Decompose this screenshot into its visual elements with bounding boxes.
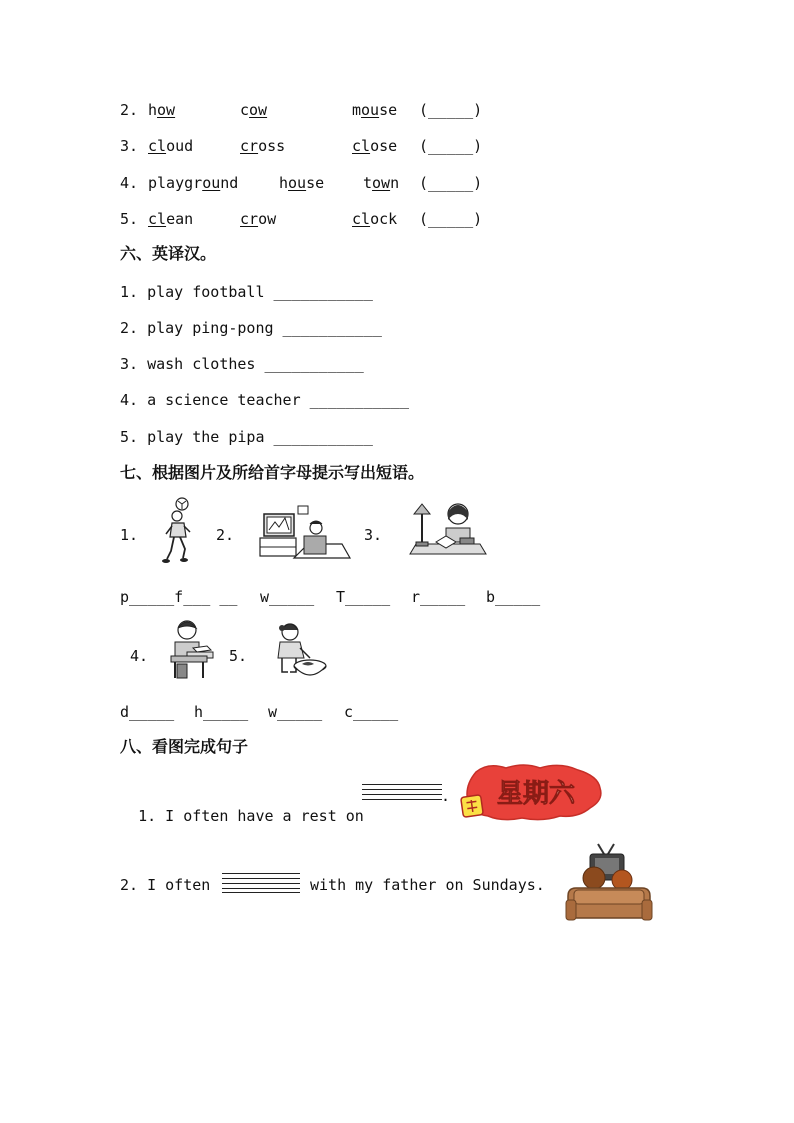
pron-row-number: 5. bbox=[120, 210, 139, 228]
boy-homework-icon bbox=[163, 618, 215, 680]
pron-word bbox=[363, 173, 399, 193]
soccer-player-icon bbox=[160, 496, 196, 568]
picture-num-4: 4. bbox=[130, 647, 149, 665]
pron-word-underlined: cl bbox=[352, 210, 371, 228]
picture-num-2: 2. bbox=[216, 526, 235, 544]
pron-word-underlined: ow bbox=[249, 101, 268, 119]
pron-row-number: 3. bbox=[120, 137, 139, 155]
section-6-title: 六、英译汉。 bbox=[120, 244, 217, 263]
family-watching-tv-icon bbox=[564, 842, 654, 924]
saturday-stamp-text: 星期六 bbox=[496, 779, 576, 809]
pron-word bbox=[352, 136, 397, 156]
pron-word-underlined: ow bbox=[372, 174, 391, 192]
pron-word-underlined: ou bbox=[202, 174, 221, 192]
pron-row-number: 2. bbox=[120, 101, 139, 119]
translate-item-2: 2. play ping-pong ___________ bbox=[120, 319, 382, 337]
phrase-answer-field[interactable]: h_____ bbox=[194, 703, 249, 721]
pron-word-part: m bbox=[352, 101, 362, 119]
pron-answer-blank[interactable]: (_____) bbox=[419, 137, 483, 155]
pron-row-number: 4. bbox=[120, 174, 139, 192]
sentence-1 bbox=[120, 786, 364, 826]
pron-word bbox=[148, 209, 193, 229]
pron-word bbox=[148, 100, 175, 120]
pron-word-part: ean bbox=[166, 210, 194, 228]
picture-num-1: 1. bbox=[120, 526, 139, 544]
pron-word-part: ow bbox=[258, 210, 277, 228]
pron-word bbox=[240, 209, 276, 229]
pron-answer-blank[interactable]: (_____) bbox=[419, 101, 483, 119]
pron-word-underlined: ou bbox=[361, 101, 380, 119]
translate-item-1: 1. play football ___________ bbox=[120, 283, 373, 301]
pron-word bbox=[352, 100, 397, 120]
pron-word-part: n bbox=[390, 174, 400, 192]
phrase-answer-field[interactable]: T_____ bbox=[336, 588, 391, 606]
pron-word bbox=[148, 173, 238, 193]
pron-word-underlined: cr bbox=[240, 137, 259, 155]
picture-num-3: 3. bbox=[364, 526, 383, 544]
pron-word bbox=[240, 100, 267, 120]
section-7-title: 七、根据图片及所给首字母提示写出短语。 bbox=[120, 463, 425, 482]
pron-word-part: ock bbox=[370, 210, 398, 228]
picture-num-5: 5. bbox=[229, 647, 248, 665]
translate-item-4: 4. a science teacher ___________ bbox=[120, 391, 409, 409]
pron-word-underlined: cl bbox=[352, 137, 371, 155]
pron-word-part: se bbox=[306, 174, 325, 192]
sentence-2-prefix: 2. I often bbox=[120, 876, 211, 894]
phrase-answer-field[interactable]: r_____ bbox=[411, 588, 466, 606]
sentence-1-answer-lines[interactable] bbox=[362, 782, 442, 802]
pron-word bbox=[279, 173, 324, 193]
pron-answer-blank[interactable]: (_____) bbox=[419, 174, 483, 192]
pron-word-part: playgr bbox=[148, 174, 203, 192]
pron-word bbox=[148, 136, 193, 156]
girl-washing-clothes-icon bbox=[268, 620, 328, 682]
sentence-1-prefix: 1. I often have a rest on bbox=[138, 807, 364, 825]
pron-word-part: se bbox=[379, 101, 398, 119]
phrase-answer-field[interactable]: w_____ bbox=[260, 588, 315, 606]
pron-word-underlined: cl bbox=[148, 137, 167, 155]
pron-word-part: nd bbox=[220, 174, 239, 192]
translate-item-5: 5. play the pipa ___________ bbox=[120, 428, 373, 446]
phrase-answer-field[interactable]: c_____ bbox=[344, 703, 399, 721]
pron-word-part: h bbox=[148, 101, 158, 119]
pron-word-underlined: cl bbox=[148, 210, 167, 228]
pron-word bbox=[240, 136, 285, 156]
girl-reading-book-icon bbox=[408, 498, 488, 560]
pron-word-part: ose bbox=[370, 137, 398, 155]
section-8-title: 八、看图完成句子 bbox=[120, 737, 249, 756]
translate-item-3: 3. wash clothes ___________ bbox=[120, 355, 364, 373]
pron-word-part: oss bbox=[258, 137, 286, 155]
pron-word-underlined: ou bbox=[288, 174, 307, 192]
sentence-2-answer-lines[interactable] bbox=[222, 871, 300, 893]
pron-word-part: oud bbox=[166, 137, 194, 155]
pron-word-part: h bbox=[279, 174, 289, 192]
phrase-answer-field[interactable]: b_____ bbox=[486, 588, 541, 606]
pron-answer-blank[interactable]: (_____) bbox=[419, 210, 483, 228]
sentence-2-suffix: with my father on Sundays. bbox=[310, 876, 545, 894]
pron-word-underlined: cr bbox=[240, 210, 259, 228]
saturday-stamp-icon bbox=[456, 764, 604, 824]
pron-word-part: c bbox=[240, 101, 250, 119]
watch-tv-icon bbox=[258, 502, 352, 560]
phrase-answer-field[interactable]: w_____ bbox=[268, 703, 323, 721]
pron-word-part: t bbox=[363, 174, 373, 192]
pron-word bbox=[352, 209, 397, 229]
pron-word-underlined: ow bbox=[157, 101, 176, 119]
phrase-answer-field[interactable]: d_____ bbox=[120, 703, 175, 721]
phrase-answer-field[interactable]: p_____f___ __ bbox=[120, 588, 238, 606]
sentence-1-suffix: . bbox=[441, 787, 451, 805]
